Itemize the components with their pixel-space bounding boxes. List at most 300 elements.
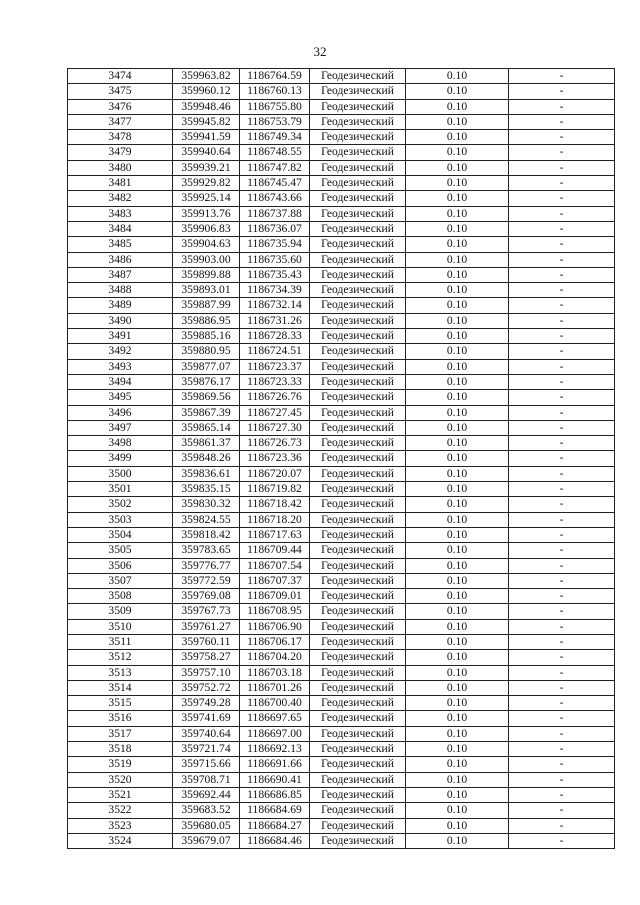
x-coordinate-cell: 359749.28 [173,696,240,711]
method-cell: Геодезический [310,267,406,282]
point-number-cell: 3492 [68,344,173,359]
description-cell: - [509,436,615,451]
y-coordinate-cell: 1186731.26 [240,313,310,328]
coordinates-table [67,68,615,849]
precision-cell: 0.10 [406,298,509,313]
point-number-cell: 3494 [68,374,173,389]
description-cell: - [509,191,615,206]
table-row [68,711,615,726]
description-cell: - [509,221,615,236]
point-number-cell: 3496 [68,405,173,420]
precision-cell: 0.10 [406,726,509,741]
precision-cell: 0.10 [406,543,509,558]
description-cell: - [509,696,615,711]
point-number-cell: 3505 [68,543,173,558]
precision-cell: 0.10 [406,696,509,711]
table-row [68,191,615,206]
point-number-cell: 3485 [68,237,173,252]
table-row [68,84,615,99]
method-cell: Геодезический [310,742,406,757]
precision-cell: 0.10 [406,221,509,236]
table-row [68,114,615,129]
y-coordinate-cell: 1186701.26 [240,680,310,695]
table-row [68,99,615,114]
y-coordinate-cell: 1186726.76 [240,390,310,405]
point-number-cell: 3509 [68,604,173,619]
table-row [68,803,615,818]
point-number-cell: 3483 [68,206,173,221]
description-cell: - [509,114,615,129]
table-row [68,374,615,389]
method-cell: Геодезический [310,283,406,298]
table-row [68,604,615,619]
description-cell: - [509,420,615,435]
point-number-cell: 3495 [68,390,173,405]
precision-cell: 0.10 [406,329,509,344]
table-row [68,757,615,772]
method-cell: Геодезический [310,680,406,695]
x-coordinate-cell: 359752.72 [173,680,240,695]
point-number-cell: 3500 [68,466,173,481]
method-cell: Геодезический [310,634,406,649]
description-cell: - [509,451,615,466]
precision-cell: 0.10 [406,711,509,726]
method-cell: Геодезический [310,589,406,604]
table-row [68,833,615,848]
x-coordinate-cell: 359758.27 [173,650,240,665]
table-row [68,405,615,420]
x-coordinate-cell: 359772.59 [173,573,240,588]
point-number-cell: 3501 [68,482,173,497]
point-number-cell: 3511 [68,634,173,649]
method-cell: Геодезический [310,497,406,512]
table-row [68,482,615,497]
y-coordinate-cell: 1186718.42 [240,497,310,512]
point-number-cell: 3491 [68,329,173,344]
method-cell: Геодезический [310,787,406,802]
precision-cell: 0.10 [406,482,509,497]
point-number-cell: 3497 [68,420,173,435]
method-cell: Геодезический [310,130,406,145]
method-cell: Геодезический [310,512,406,527]
table-row [68,543,615,558]
table-row [68,283,615,298]
x-coordinate-cell: 359835.15 [173,482,240,497]
table-row [68,206,615,221]
description-cell: - [509,803,615,818]
precision-cell: 0.10 [406,176,509,191]
method-cell: Геодезический [310,390,406,405]
method-cell: Геодезический [310,405,406,420]
method-cell: Геодезический [310,160,406,175]
x-coordinate-cell: 359877.07 [173,359,240,374]
precision-cell: 0.10 [406,84,509,99]
precision-cell: 0.10 [406,650,509,665]
x-coordinate-cell: 359861.37 [173,436,240,451]
x-coordinate-cell: 359692.44 [173,787,240,802]
point-number-cell: 3475 [68,84,173,99]
method-cell: Геодезический [310,466,406,481]
method-cell: Геодезический [310,420,406,435]
point-number-cell: 3488 [68,283,173,298]
precision-cell: 0.10 [406,527,509,542]
x-coordinate-cell: 359893.01 [173,283,240,298]
precision-cell: 0.10 [406,680,509,695]
table-row [68,436,615,451]
table-row [68,558,615,573]
x-coordinate-cell: 359848.26 [173,451,240,466]
x-coordinate-cell: 359708.71 [173,772,240,787]
method-cell: Геодезический [310,726,406,741]
coordinates-table-body [68,69,615,849]
y-coordinate-cell: 1186691.66 [240,757,310,772]
description-cell: - [509,726,615,741]
x-coordinate-cell: 359824.55 [173,512,240,527]
method-cell: Геодезический [310,573,406,588]
point-number-cell: 3519 [68,757,173,772]
y-coordinate-cell: 1186720.07 [240,466,310,481]
point-number-cell: 3518 [68,742,173,757]
table-row [68,252,615,267]
y-coordinate-cell: 1186748.55 [240,145,310,160]
description-cell: - [509,390,615,405]
method-cell: Геодезический [310,451,406,466]
x-coordinate-cell: 359679.07 [173,833,240,848]
table-row [68,390,615,405]
description-cell: - [509,252,615,267]
point-number-cell: 3476 [68,99,173,114]
y-coordinate-cell: 1186686.85 [240,787,310,802]
method-cell: Геодезический [310,482,406,497]
point-number-cell: 3503 [68,512,173,527]
x-coordinate-cell: 359757.10 [173,665,240,680]
description-cell: - [509,833,615,848]
x-coordinate-cell: 359899.88 [173,267,240,282]
page-number: 32 [313,44,327,59]
point-number-cell: 3474 [68,69,173,84]
description-cell: - [509,329,615,344]
description-cell: - [509,237,615,252]
precision-cell: 0.10 [406,558,509,573]
method-cell: Геодезический [310,818,406,833]
table-row [68,589,615,604]
method-cell: Геодезический [310,527,406,542]
description-cell: - [509,619,615,634]
precision-cell: 0.10 [406,420,509,435]
precision-cell: 0.10 [406,451,509,466]
table-row [68,466,615,481]
precision-cell: 0.10 [406,344,509,359]
description-cell: - [509,604,615,619]
x-coordinate-cell: 359929.82 [173,176,240,191]
table-row [68,696,615,711]
point-number-cell: 3480 [68,160,173,175]
precision-cell: 0.10 [406,206,509,221]
point-number-cell: 3486 [68,252,173,267]
x-coordinate-cell: 359865.14 [173,420,240,435]
point-number-cell: 3523 [68,818,173,833]
method-cell: Геодезический [310,145,406,160]
table-row [68,69,615,84]
method-cell: Геодезический [310,344,406,359]
method-cell: Геодезический [310,650,406,665]
x-coordinate-cell: 359960.12 [173,84,240,99]
description-cell: - [509,527,615,542]
point-number-cell: 3493 [68,359,173,374]
y-coordinate-cell: 1186706.90 [240,619,310,634]
description-cell: - [509,206,615,221]
precision-cell: 0.10 [406,497,509,512]
method-cell: Геодезический [310,114,406,129]
point-number-cell: 3499 [68,451,173,466]
x-coordinate-cell: 359913.76 [173,206,240,221]
point-number-cell: 3508 [68,589,173,604]
point-number-cell: 3517 [68,726,173,741]
precision-cell: 0.10 [406,742,509,757]
precision-cell: 0.10 [406,803,509,818]
point-number-cell: 3507 [68,573,173,588]
precision-cell: 0.10 [406,573,509,588]
precision-cell: 0.10 [406,772,509,787]
description-cell: - [509,84,615,99]
precision-cell: 0.10 [406,145,509,160]
point-number-cell: 3498 [68,436,173,451]
precision-cell: 0.10 [406,69,509,84]
precision-cell: 0.10 [406,237,509,252]
method-cell: Геодезический [310,558,406,573]
table-row [68,344,615,359]
description-cell: - [509,374,615,389]
point-number-cell: 3502 [68,497,173,512]
y-coordinate-cell: 1186719.82 [240,482,310,497]
x-coordinate-cell: 359741.69 [173,711,240,726]
point-number-cell: 3484 [68,221,173,236]
table-row [68,527,615,542]
x-coordinate-cell: 359767.73 [173,604,240,619]
description-cell: - [509,267,615,282]
y-coordinate-cell: 1186718.20 [240,512,310,527]
description-cell: - [509,589,615,604]
method-cell: Геодезический [310,833,406,848]
description-cell: - [509,772,615,787]
x-coordinate-cell: 359761.27 [173,619,240,634]
y-coordinate-cell: 1186728.33 [240,329,310,344]
y-coordinate-cell: 1186700.40 [240,696,310,711]
x-coordinate-cell: 359906.83 [173,221,240,236]
y-coordinate-cell: 1186749.34 [240,130,310,145]
x-coordinate-cell: 359830.32 [173,497,240,512]
precision-cell: 0.10 [406,160,509,175]
y-coordinate-cell: 1186709.44 [240,543,310,558]
precision-cell: 0.10 [406,604,509,619]
method-cell: Геодезический [310,206,406,221]
x-coordinate-cell: 359776.77 [173,558,240,573]
method-cell: Геодезический [310,803,406,818]
table-row [68,497,615,512]
precision-cell: 0.10 [406,512,509,527]
y-coordinate-cell: 1186723.36 [240,451,310,466]
x-coordinate-cell: 359963.82 [173,69,240,84]
y-coordinate-cell: 1186723.37 [240,359,310,374]
precision-cell: 0.10 [406,252,509,267]
description-cell: - [509,283,615,298]
precision-cell: 0.10 [406,818,509,833]
y-coordinate-cell: 1186690.41 [240,772,310,787]
method-cell: Геодезический [310,543,406,558]
y-coordinate-cell: 1186732.14 [240,298,310,313]
x-coordinate-cell: 359941.59 [173,130,240,145]
precision-cell: 0.10 [406,757,509,772]
x-coordinate-cell: 359904.63 [173,237,240,252]
y-coordinate-cell: 1186755.80 [240,99,310,114]
x-coordinate-cell: 359740.64 [173,726,240,741]
precision-cell: 0.10 [406,833,509,848]
method-cell: Геодезический [310,329,406,344]
x-coordinate-cell: 359818.42 [173,527,240,542]
precision-cell: 0.10 [406,436,509,451]
point-number-cell: 3522 [68,803,173,818]
point-number-cell: 3506 [68,558,173,573]
y-coordinate-cell: 1186735.43 [240,267,310,282]
precision-cell: 0.10 [406,787,509,802]
x-coordinate-cell: 359876.17 [173,374,240,389]
table-row [68,619,615,634]
table-row [68,634,615,649]
description-cell: - [509,818,615,833]
table-row [68,359,615,374]
precision-cell: 0.10 [406,634,509,649]
y-coordinate-cell: 1186704.20 [240,650,310,665]
table-row [68,451,615,466]
precision-cell: 0.10 [406,405,509,420]
point-number-cell: 3515 [68,696,173,711]
point-number-cell: 3477 [68,114,173,129]
description-cell: - [509,176,615,191]
precision-cell: 0.10 [406,313,509,328]
y-coordinate-cell: 1186735.60 [240,252,310,267]
table-row [68,176,615,191]
table-row [68,420,615,435]
precision-cell: 0.10 [406,390,509,405]
description-cell: - [509,344,615,359]
description-cell: - [509,665,615,680]
table-row [68,665,615,680]
precision-cell: 0.10 [406,619,509,634]
point-number-cell: 3516 [68,711,173,726]
point-number-cell: 3513 [68,665,173,680]
description-cell: - [509,405,615,420]
point-number-cell: 3514 [68,680,173,695]
x-coordinate-cell: 359836.61 [173,466,240,481]
y-coordinate-cell: 1186737.88 [240,206,310,221]
point-number-cell: 3490 [68,313,173,328]
y-coordinate-cell: 1186697.65 [240,711,310,726]
y-coordinate-cell: 1186747.82 [240,160,310,175]
y-coordinate-cell: 1186723.33 [240,374,310,389]
precision-cell: 0.10 [406,267,509,282]
description-cell: - [509,497,615,512]
x-coordinate-cell: 359925.14 [173,191,240,206]
method-cell: Геодезический [310,237,406,252]
y-coordinate-cell: 1186735.94 [240,237,310,252]
x-coordinate-cell: 359680.05 [173,818,240,833]
method-cell: Геодезический [310,619,406,634]
method-cell: Геодезический [310,191,406,206]
y-coordinate-cell: 1186709.01 [240,589,310,604]
method-cell: Геодезический [310,69,406,84]
x-coordinate-cell: 359886.95 [173,313,240,328]
table-row [68,267,615,282]
x-coordinate-cell: 359715.66 [173,757,240,772]
y-coordinate-cell: 1186753.79 [240,114,310,129]
table-row [68,742,615,757]
point-number-cell: 3512 [68,650,173,665]
table-row [68,787,615,802]
method-cell: Геодезический [310,711,406,726]
x-coordinate-cell: 359769.08 [173,589,240,604]
description-cell: - [509,512,615,527]
table-row [68,160,615,175]
x-coordinate-cell: 359880.95 [173,344,240,359]
method-cell: Геодезический [310,665,406,680]
precision-cell: 0.10 [406,99,509,114]
point-number-cell: 3478 [68,130,173,145]
point-number-cell: 3520 [68,772,173,787]
method-cell: Геодезический [310,252,406,267]
point-number-cell: 3521 [68,787,173,802]
y-coordinate-cell: 1186760.13 [240,84,310,99]
description-cell: - [509,466,615,481]
x-coordinate-cell: 359869.56 [173,390,240,405]
precision-cell: 0.10 [406,359,509,374]
point-number-cell: 3524 [68,833,173,848]
x-coordinate-cell: 359760.11 [173,634,240,649]
method-cell: Геодезический [310,359,406,374]
description-cell: - [509,69,615,84]
precision-cell: 0.10 [406,283,509,298]
description-cell: - [509,711,615,726]
y-coordinate-cell: 1186707.54 [240,558,310,573]
table-row [68,573,615,588]
y-coordinate-cell: 1186734.39 [240,283,310,298]
method-cell: Геодезический [310,374,406,389]
description-cell: - [509,543,615,558]
method-cell: Геодезический [310,298,406,313]
y-coordinate-cell: 1186697.00 [240,726,310,741]
method-cell: Геодезический [310,757,406,772]
x-coordinate-cell: 359885.16 [173,329,240,344]
method-cell: Геодезический [310,221,406,236]
method-cell: Геодезический [310,604,406,619]
description-cell: - [509,650,615,665]
y-coordinate-cell: 1186743.66 [240,191,310,206]
method-cell: Геодезический [310,313,406,328]
x-coordinate-cell: 359903.00 [173,252,240,267]
method-cell: Геодезический [310,436,406,451]
description-cell: - [509,634,615,649]
point-number-cell: 3504 [68,527,173,542]
y-coordinate-cell: 1186724.51 [240,344,310,359]
precision-cell: 0.10 [406,114,509,129]
description-cell: - [509,359,615,374]
description-cell: - [509,130,615,145]
x-coordinate-cell: 359867.39 [173,405,240,420]
description-cell: - [509,145,615,160]
table-row [68,726,615,741]
y-coordinate-cell: 1186684.46 [240,833,310,848]
x-coordinate-cell: 359939.21 [173,160,240,175]
method-cell: Геодезический [310,176,406,191]
